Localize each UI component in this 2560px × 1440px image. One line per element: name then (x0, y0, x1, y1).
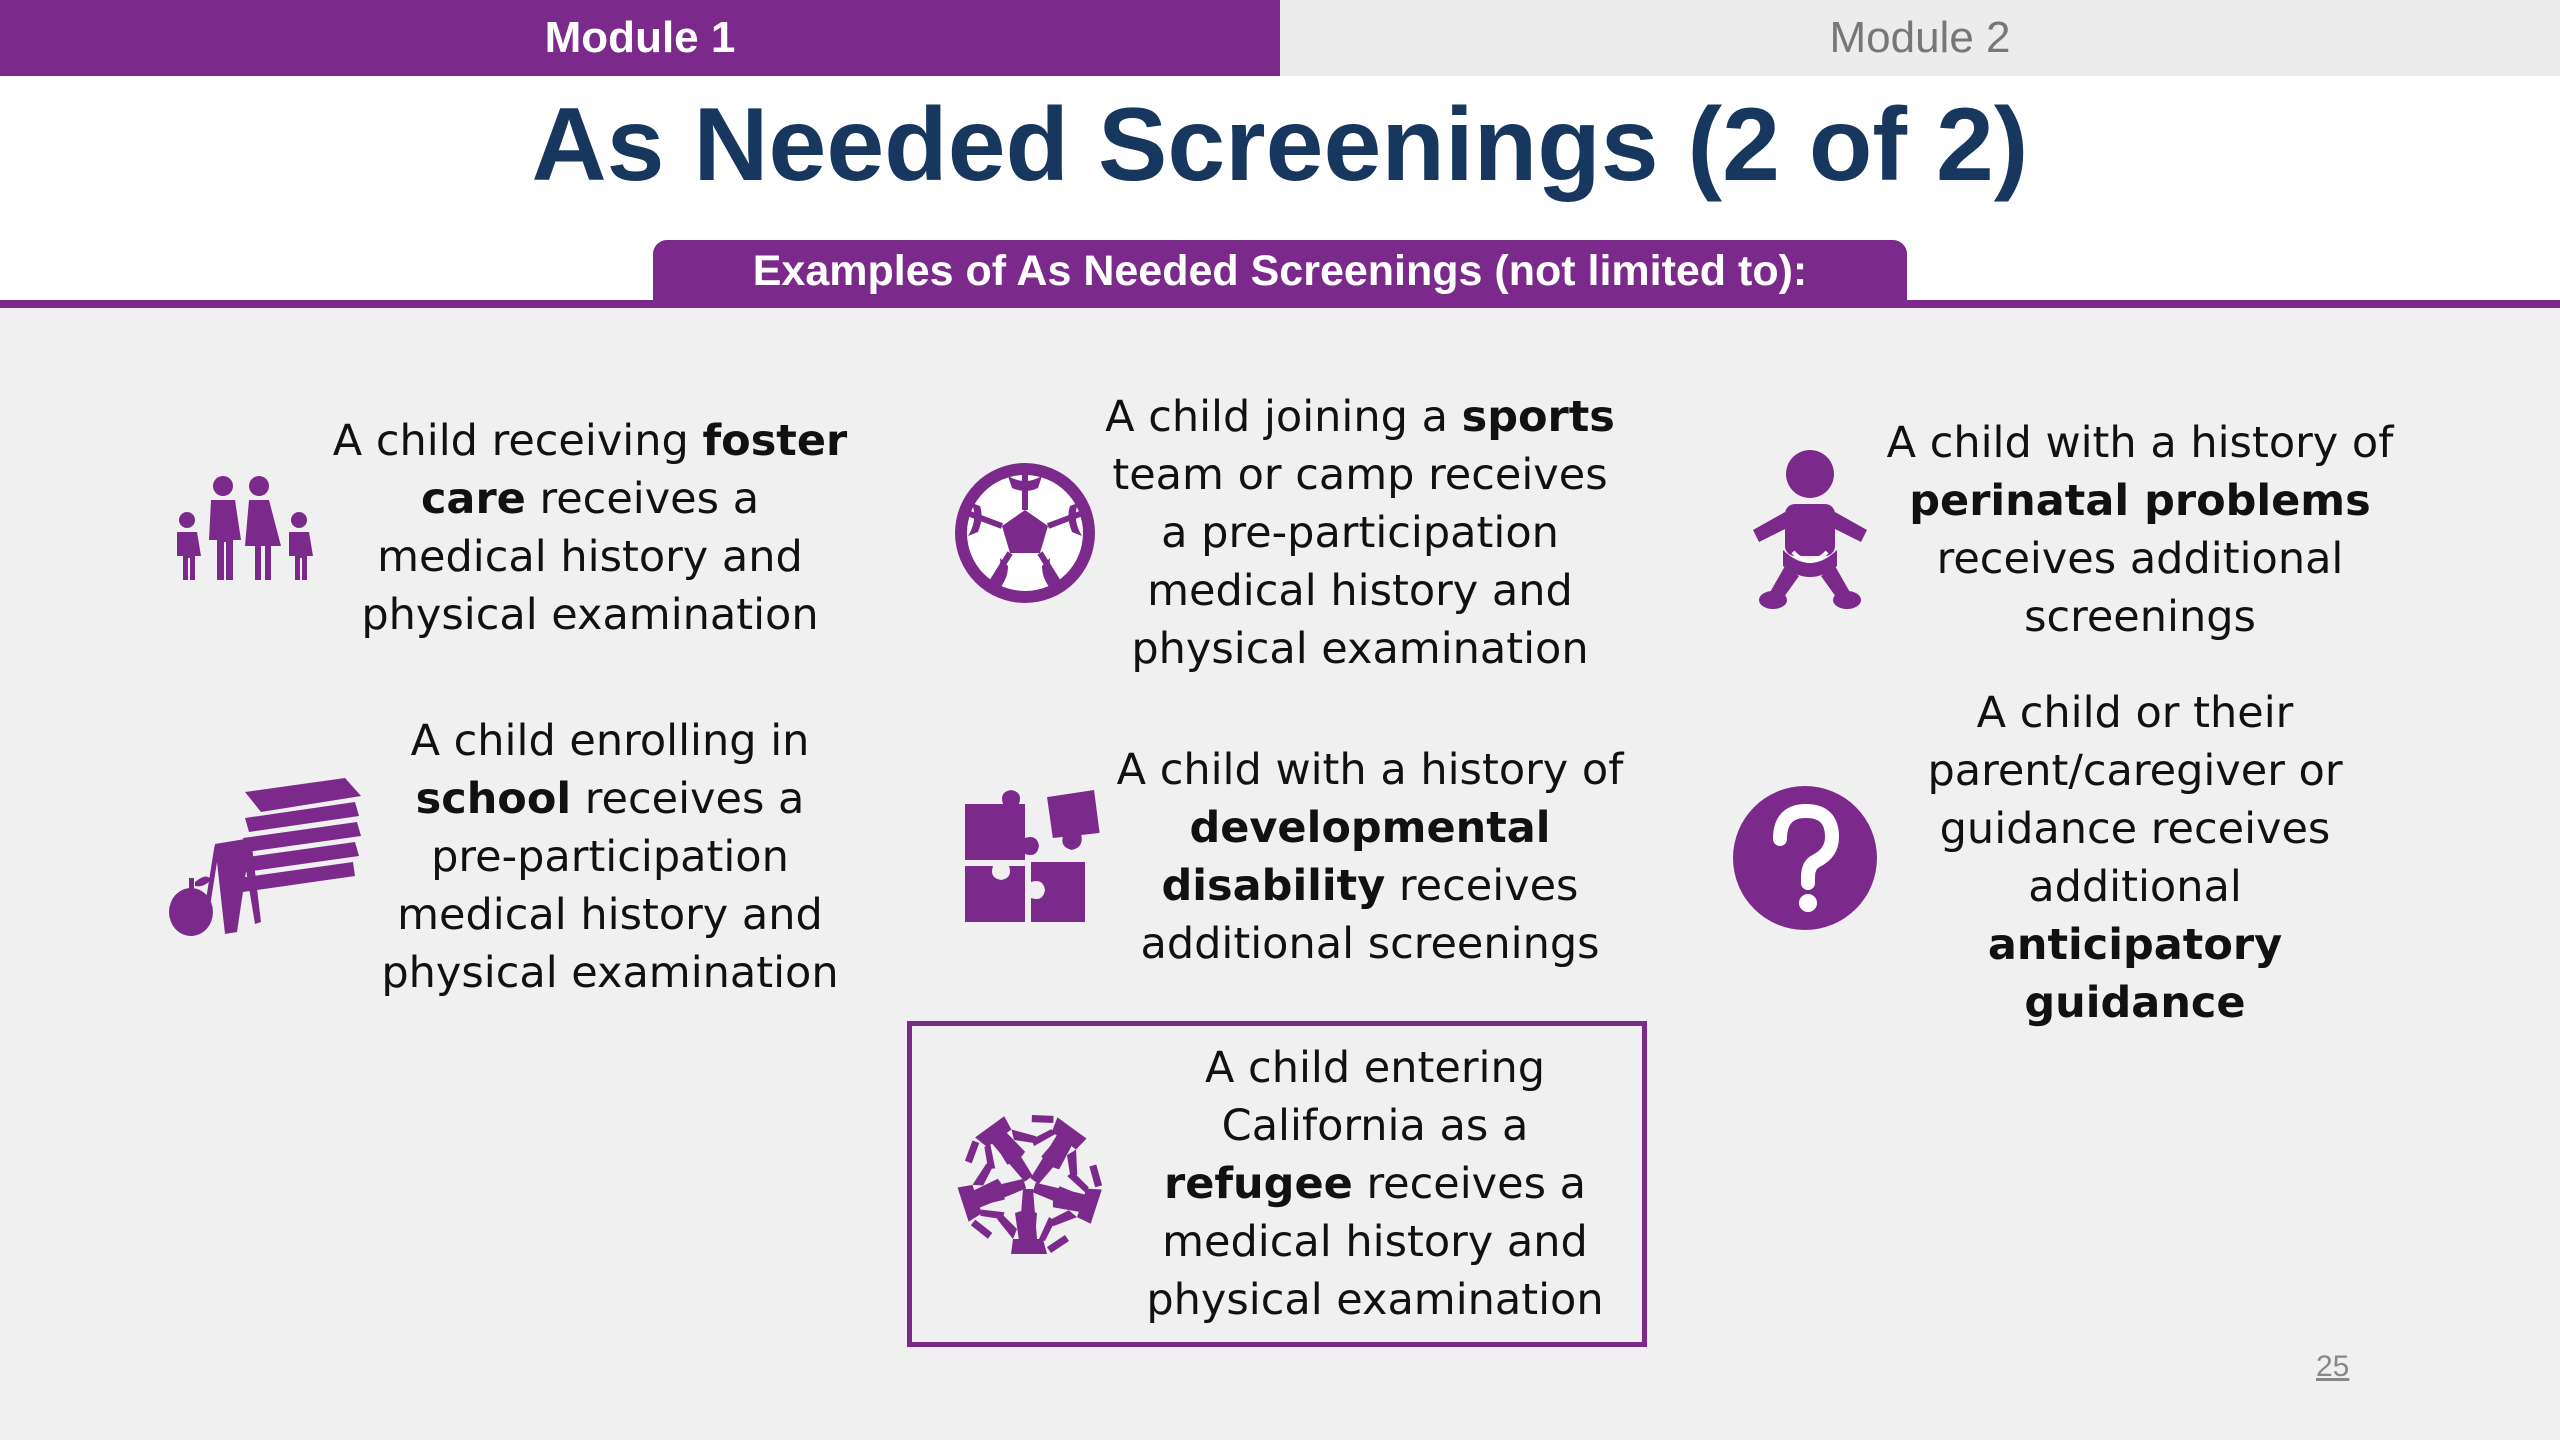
tab-module-1[interactable]: Module 1 (0, 0, 1280, 76)
family-icon (160, 443, 330, 613)
item-text: A child receiving foster care receives a medical history and physical examination (332, 416, 848, 640)
page-number[interactable]: 25 (2316, 1350, 2350, 1383)
puzzle-icon (950, 772, 1110, 942)
item-text: A child or their parent/caregiver or guidance receives additional anticipatory guidance (1927, 688, 2343, 1028)
item-sports (945, 388, 1635, 678)
subtitle-banner: Examples of As Needed Screenings (not limited to): (653, 240, 1907, 303)
slide-title: As Needed Screenings (2 of 2) (531, 87, 2029, 203)
question-icon (1725, 773, 1885, 943)
baby-icon (1735, 445, 1885, 615)
books-apple-icon (160, 767, 370, 947)
soccer-ball-icon (945, 453, 1105, 613)
tab-module-2[interactable]: Module 2 (1829, 13, 2011, 62)
item-foster-care (160, 408, 870, 648)
module-tab-bar (0, 0, 2560, 76)
item-text: A child joining a sports team or camp receives a pre-participation medical history and physical examination (1105, 392, 1615, 674)
header-divider (0, 300, 2560, 308)
item-school (160, 712, 870, 1002)
item-refugee (930, 1030, 1630, 1338)
item-perinatal (1735, 410, 2395, 650)
item-developmental (950, 732, 1640, 982)
item-guidance (1725, 688, 2405, 1028)
item-text: A child with a history of developmental disability receives additional screenings (1116, 745, 1624, 969)
item-text: A child enrolling in school receives a pre-participation medical history and physical examination (381, 716, 839, 998)
hands-circle-icon (930, 1084, 1130, 1284)
item-text: A child with a history of perinatal problems receives additional screenings (1886, 418, 2394, 642)
item-text: A child entering California as a refugee receives a medical history and physical examination (1146, 1043, 1604, 1325)
